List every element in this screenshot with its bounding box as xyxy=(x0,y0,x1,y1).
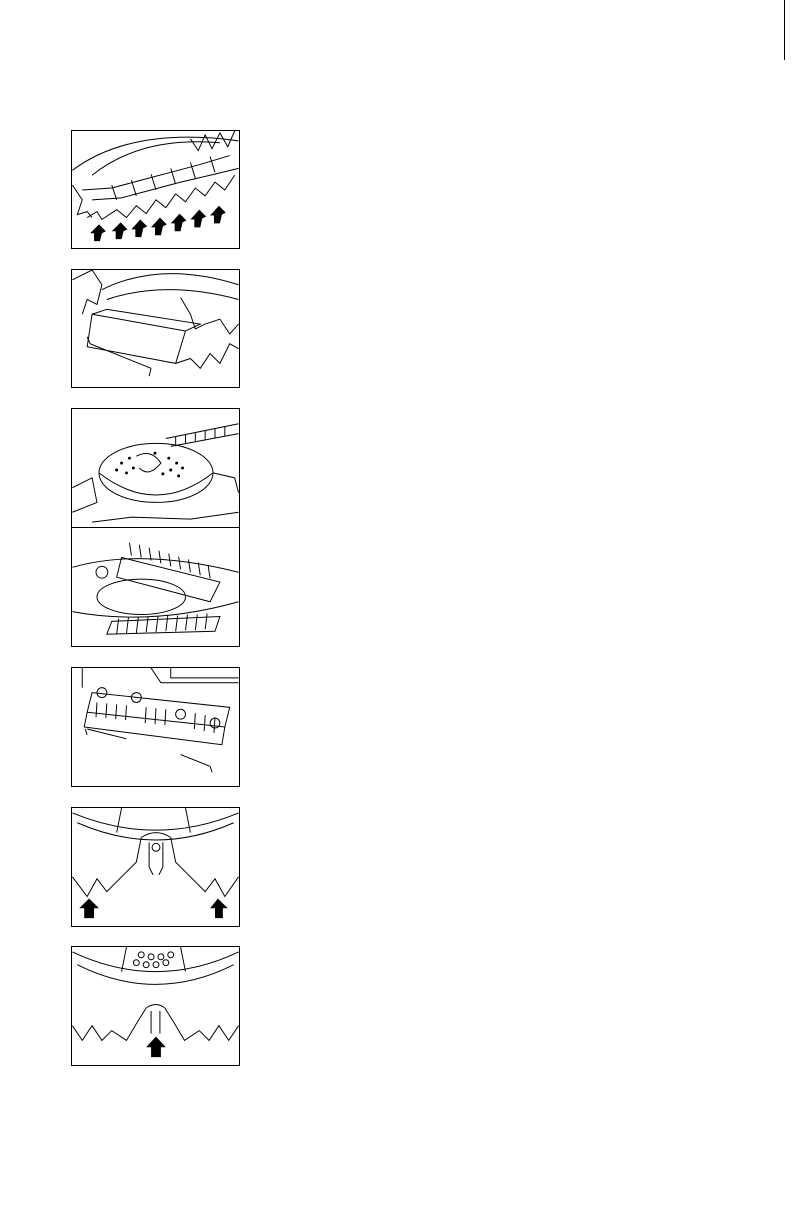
figure-4-illustration xyxy=(72,528,239,646)
arrow-icon xyxy=(210,206,226,224)
arrow-icon xyxy=(90,224,106,241)
figure-6-illustration xyxy=(72,808,239,926)
arrow-icon xyxy=(190,210,206,228)
figure-7-tread-center xyxy=(71,946,240,1066)
figure-2-scraper xyxy=(71,269,240,388)
figure-1-illustration xyxy=(72,131,239,248)
figure-4-underside xyxy=(71,527,240,647)
figure-5-bristle-plate xyxy=(71,667,240,787)
figure-5-illustration xyxy=(72,668,239,786)
figure-3-dome xyxy=(71,408,240,528)
arrow-icon xyxy=(112,222,128,239)
page-edge-line xyxy=(784,0,785,60)
arrow-icon xyxy=(79,898,99,918)
arrow-icon xyxy=(131,219,147,237)
figure-6-tread-corner xyxy=(71,807,240,927)
arrow-icon xyxy=(151,218,167,236)
arrow-icon xyxy=(146,1036,166,1057)
arrow-icon xyxy=(210,898,228,918)
figure-2-illustration xyxy=(72,270,239,387)
figure-1-arrows xyxy=(90,206,226,241)
arrow-icon xyxy=(171,214,187,232)
figure-7-illustration xyxy=(72,947,239,1065)
figure-3-illustration xyxy=(72,409,239,527)
figure-1-tread-arrows xyxy=(71,130,240,249)
